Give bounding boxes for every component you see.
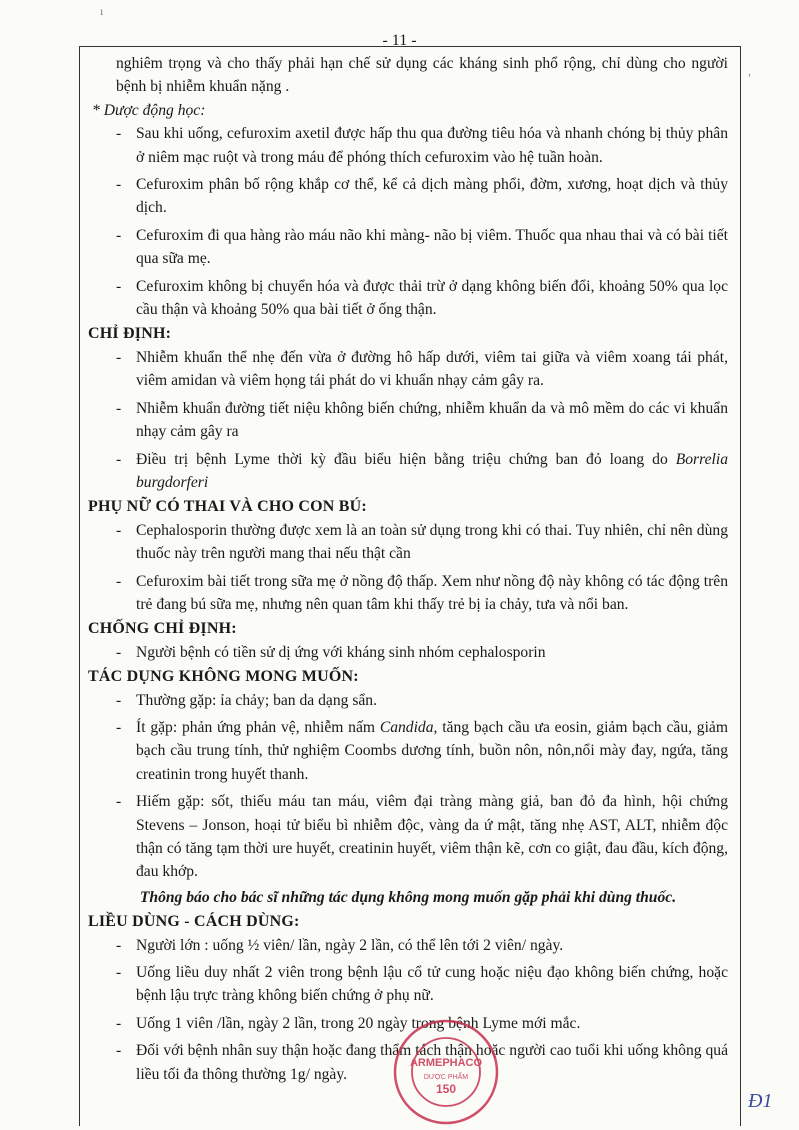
seal-company: ARMEPHACO — [409, 1057, 483, 1069]
list-item: - Người bệnh có tiền sử dị ứng với kháng sinh nhóm cephalosporin — [116, 643, 546, 661]
scan-mark: , — [748, 64, 751, 78]
seal-line1: DƯỢC PHẨM — [423, 1074, 469, 1081]
species-name: Borrelia burgdorferi — [136, 450, 728, 491]
organism-name: Candida — [379, 718, 434, 736]
list-item: - Nhiễm khuẩn thể nhẹ đến vừa ở đường hô hấp dưới, viêm tai giữa và viêm xoang tái phát, viêm amidan và viêm họng tái phát do vi khuẩn nhạy cảm gây ra. — [116, 348, 728, 390]
pharmacokinetics-heading: * Dược động học: — [92, 101, 206, 119]
list-item: - Hiếm gặp: sốt, thiếu máu tan máu, viêm đại tràng màng giả, ban đỏ đa hình, hội chứng Stevens – Jonson, hoại tử biểu bì nhiễm độc, vàng da ứ mật, tăng nhẹ AST, ALT, nhiễm độc thận có tăng tạm thời ure huyết, creatinin huyết, viêm thận kẽ, cơn co giật, đau đầu, kích động, đau khớp. — [116, 793, 728, 881]
list-item: - Cefuroxim bài tiết trong sữa mẹ ở nồng độ thấp. Xem như nồng độ này không có tác động trên trẻ đang bú sữa mẹ, nhưng nên quan tâm khi thấy trẻ bị ỉa chảy, tưa và nổi ban. — [116, 572, 728, 613]
seal-outer-ring — [395, 1021, 497, 1123]
list-item: - Uống 1 viên /lần, ngày 2 lần, trong 20 ngày trong bệnh Lyme mới mắc. — [116, 1014, 581, 1032]
list-item: - Điều trị bệnh Lyme thời kỳ đầu biểu hiện bằng triệu chứng ban đỏ loang do Borrelia burgdorferi — [116, 450, 728, 491]
pregnancy-heading: PHỤ NỮ CÓ THAI VÀ CHO CON BÚ: — [88, 498, 367, 516]
list-item: - Cefuroxim đi qua hàng rào máu não khi màng- não bị viêm. Thuốc qua nhau thai và có bài tiết qua sữa mẹ. — [116, 226, 728, 268]
contraindications-heading: CHỐNG CHỈ ĐỊNH: — [88, 620, 237, 638]
list-item: - Thường gặp: ỉa chảy; ban da dạng sẩn. — [116, 691, 378, 709]
list-item: - Uống liều duy nhất 2 viên trong bệnh lậu cổ tử cung hoặc niệu đạo không biến chứng, hoặc bệnh lậu trực tràng không biến chứng ở phụ nữ. — [116, 964, 728, 1005]
document-body — [88, 52, 728, 1086]
scan-mark: ı — [100, 4, 104, 18]
list-item: - Đối với bệnh nhân suy thận hoặc đang thẩm tách thận hoặc người cao tuổi khi uống không quá liều tối đa thông thường 1g/ ngày. — [116, 1042, 728, 1083]
list-item: - Người lớn : uống ½ viên/ lần, ngày 2 lần, có thể lên tới 2 viên/ ngày. — [116, 936, 564, 954]
intro-paragraph: nghiêm trọng và cho thấy phải hạn chế sử dụng các kháng sinh phổ rộng, chỉ dùng cho người bệnh bị nhiễm khuẩn nặng . — [116, 55, 728, 96]
list-item: - Cephalosporin thường được xem là an toàn sử dụng trong khi có thai. Tuy nhiên, chỉ nên dùng thuốc này trên người mang thai nếu thật cần — [116, 521, 728, 563]
list-item: - Ít gặp: phản ứng phản vệ, nhiễm nấm Candida, tăng bạch cầu ưa eosin, giảm bạch cầu, giảm bạch cầu trung tính, thử nghiệm Coombs dương tính, buồn nôn, nôn,nổi mày đay, ngứa, tăng creatinin trong huyết thanh. — [116, 718, 728, 783]
list-item: - Cefuroxim phân bố rộng khắp cơ thể, kể cả dịch màng phổi, đờm, xương, hoạt dịch và thủy dịch. — [116, 176, 728, 217]
dosage-heading: LIỀU DÙNG - CÁCH DÙNG: — [88, 913, 300, 931]
indications-heading: CHỈ ĐỊNH: — [88, 325, 172, 343]
list-item: - Cefuroxim không bị chuyển hóa và được thải trừ ở dạng không biến đổi, khoảng 50% qua lọc cầu thận và khoảng 50% qua bài tiết ở ống thận. — [116, 277, 728, 319]
handwritten-initials: Đ1 — [748, 1090, 773, 1112]
list-item: - Sau khi uống, cefuroxim axetil được hấp thu qua đường tiêu hóa và nhanh chóng bị thủy phân ở niêm mạc ruột và trong máu để phóng thích cefuroxim vào hệ tuần hoàn. — [116, 125, 728, 166]
adverse-effects-heading: TÁC DỤNG KHÔNG MONG MUỐN: — [88, 668, 359, 686]
seal-line2: 150 — [435, 1082, 457, 1096]
page-number: - 11 - — [382, 32, 417, 49]
adverse-notice: Thông báo cho bác sĩ những tác dụng không mong muốn gặp phải khi dùng thuốc. — [139, 888, 677, 906]
company-seal — [392, 1018, 500, 1126]
list-item: - Nhiễm khuẩn đường tiết niệu không biến chứng, nhiễm khuẩn da và mô mềm do các vi khuẩn nhạy cảm gây ra — [116, 399, 728, 441]
